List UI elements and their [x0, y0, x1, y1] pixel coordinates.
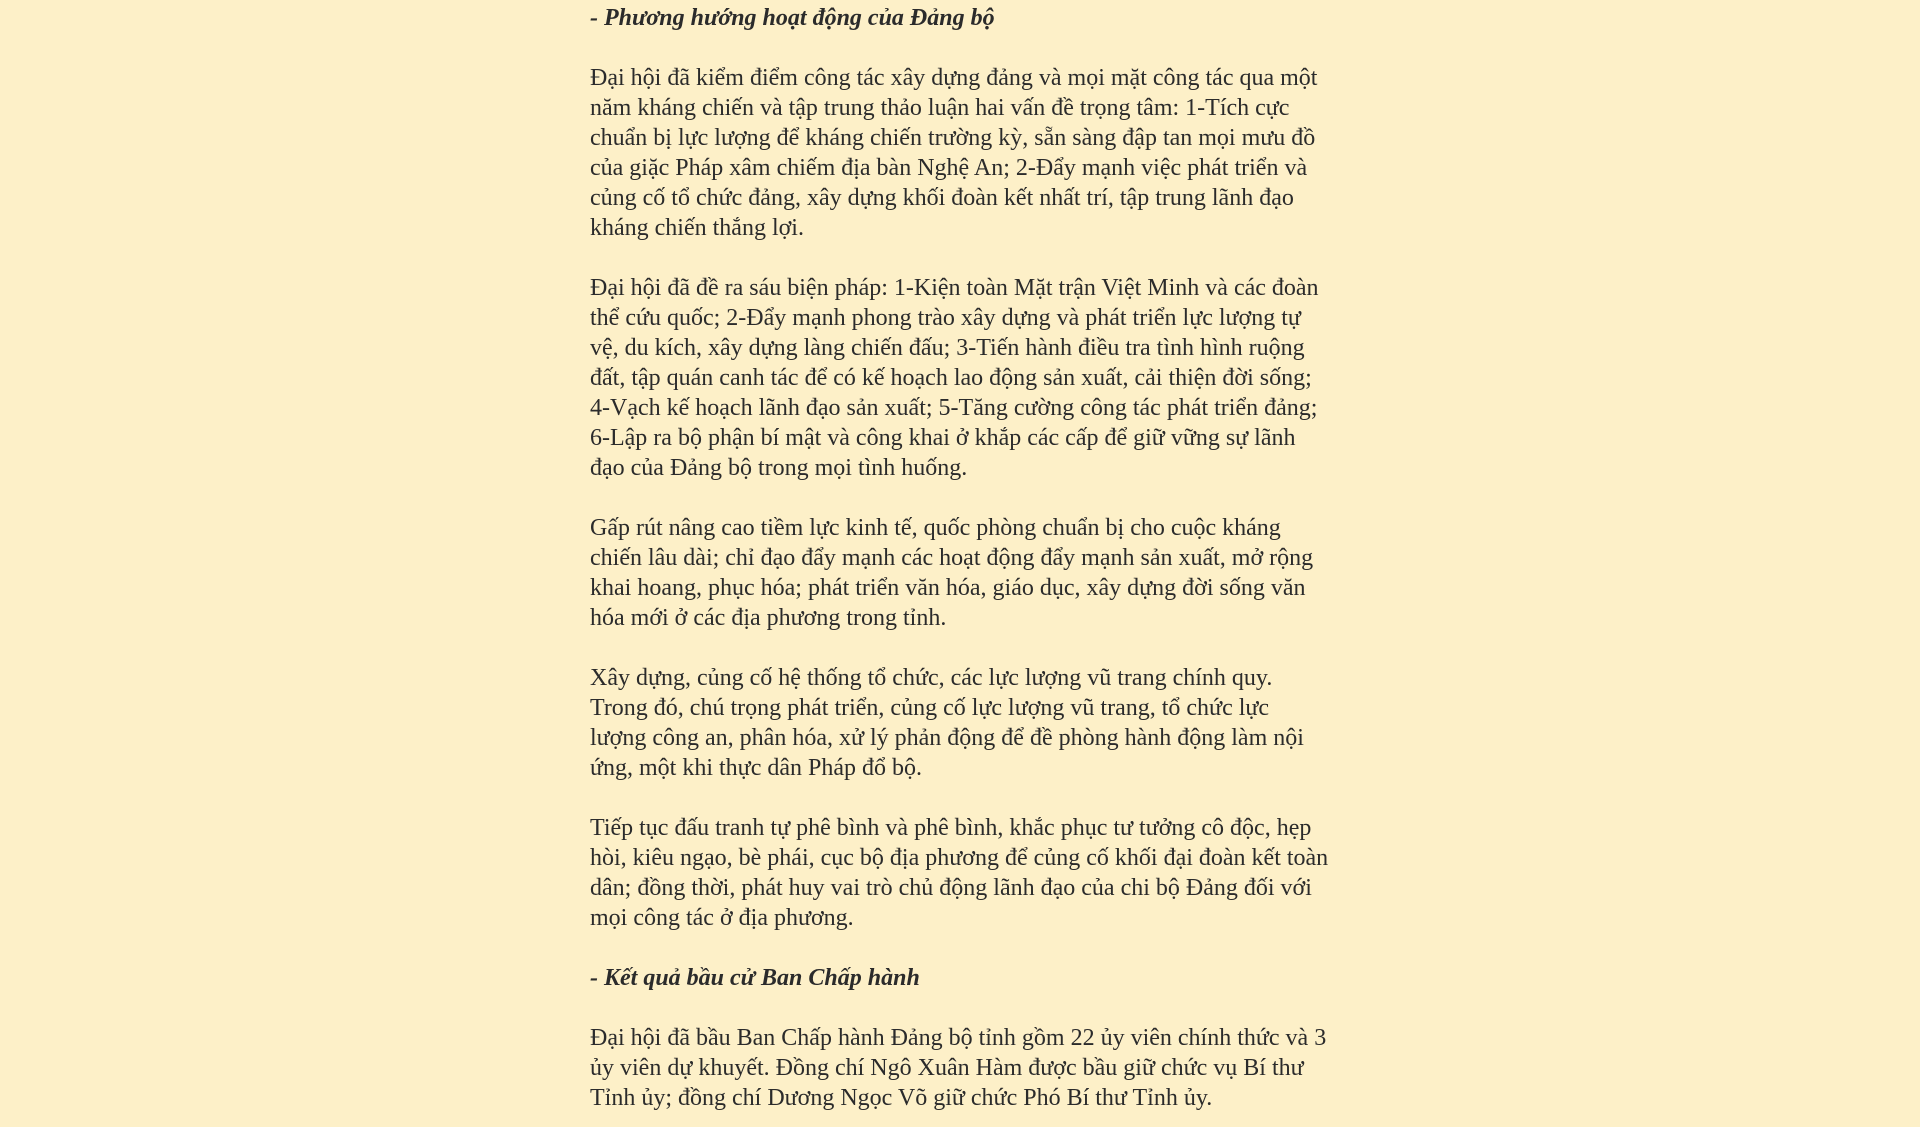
- paragraph-self-criticism: Tiếp tục đấu tranh tự phê bình và phê bình, khắc phục tư tưởng cô độc, hẹp hòi, kiêu ngạo, bè phái, cục bộ địa phương để củng cố khối đại đoàn kết toàn dân; đồng thời, phát huy vai trò chủ động lãnh đạo của chi bộ Đảng đối với mọi công tác ở địa phương.: [590, 815, 1329, 931]
- paragraph-armed-forces: Xây dựng, củng cố hệ thống tổ chức, các lực lượng vũ trang chính quy. Trong đó, chú trọng phát triển, củng cố lực lượng vũ trang, tổ chức lực lượng công an, phân hóa, xử lý phản động để đề phòng hành động làm nội ứng, một khi thực dân Pháp đổ bộ.: [590, 665, 1304, 781]
- article-body: [590, 0, 1330, 1113]
- paragraph-six-measures: Đại hội đã đề ra sáu biện pháp: 1-Kiện toàn Mặt trận Việt Minh và các đoàn thể cứu quốc; 2-Đẩy mạnh phong trào xây dựng và phát triển lực lượng tự vệ, du kích, xây dựng làng chiến đấu; 3-Tiến hành điều tra tình hình ruộng đất, tập quán canh tác để có kế hoạch lao động sản xuất, cải thiện đời sống; 4-Vạch kế hoạch lãnh đạo sản xuất; 5-Tăng cường công tác phát triển đảng; 6-Lập ra bộ phận bí mật và công khai ở khắp các cấp để giữ vững sự lãnh đạo của Đảng bộ trong mọi tình huống.: [590, 275, 1319, 481]
- section-heading-direction: - Phương hướng hoạt động của Đảng bộ: [590, 5, 995, 31]
- paragraph-election-result: Đại hội đã bầu Ban Chấp hành Đảng bộ tỉnh gồm 22 ủy viên chính thức và 3 ủy viên dự khuyết. Đồng chí Ngô Xuân Hàm được bầu giữ chức vụ Bí thư Tỉnh ủy; đồng chí Dương Ngọc Võ giữ chức Phó Bí thư Tỉnh ủy.: [590, 1025, 1327, 1111]
- section-heading-election: - Kết quả bầu cử Ban Chấp hành: [590, 965, 920, 991]
- paragraph-review: Đại hội đã kiểm điểm công tác xây dựng đảng và mọi mặt công tác qua một năm kháng chiến và tập trung thảo luận hai vấn đề trọng tâm: 1-Tích cực chuẩn bị lực lượng để kháng chiến trường kỳ, sẵn sàng đập tan mọi mưu đồ của giặc Pháp xâm chiếm địa bàn Nghệ An; 2-Đẩy mạnh việc phát triển và củng cố tổ chức đảng, xây dựng khối đoàn kết nhất trí, tập trung lãnh đạo kháng chiến thắng lợi.: [590, 65, 1318, 241]
- paragraph-economy-defense: Gấp rút nâng cao tiềm lực kinh tế, quốc phòng chuẩn bị cho cuộc kháng chiến lâu dài; chỉ đạo đẩy mạnh các hoạt động đẩy mạnh sản xuất, mở rộng khai hoang, phục hóa; phát triển văn hóa, giáo dục, xây dựng đời sống văn hóa mới ở các địa phương trong tỉnh.: [590, 515, 1314, 631]
